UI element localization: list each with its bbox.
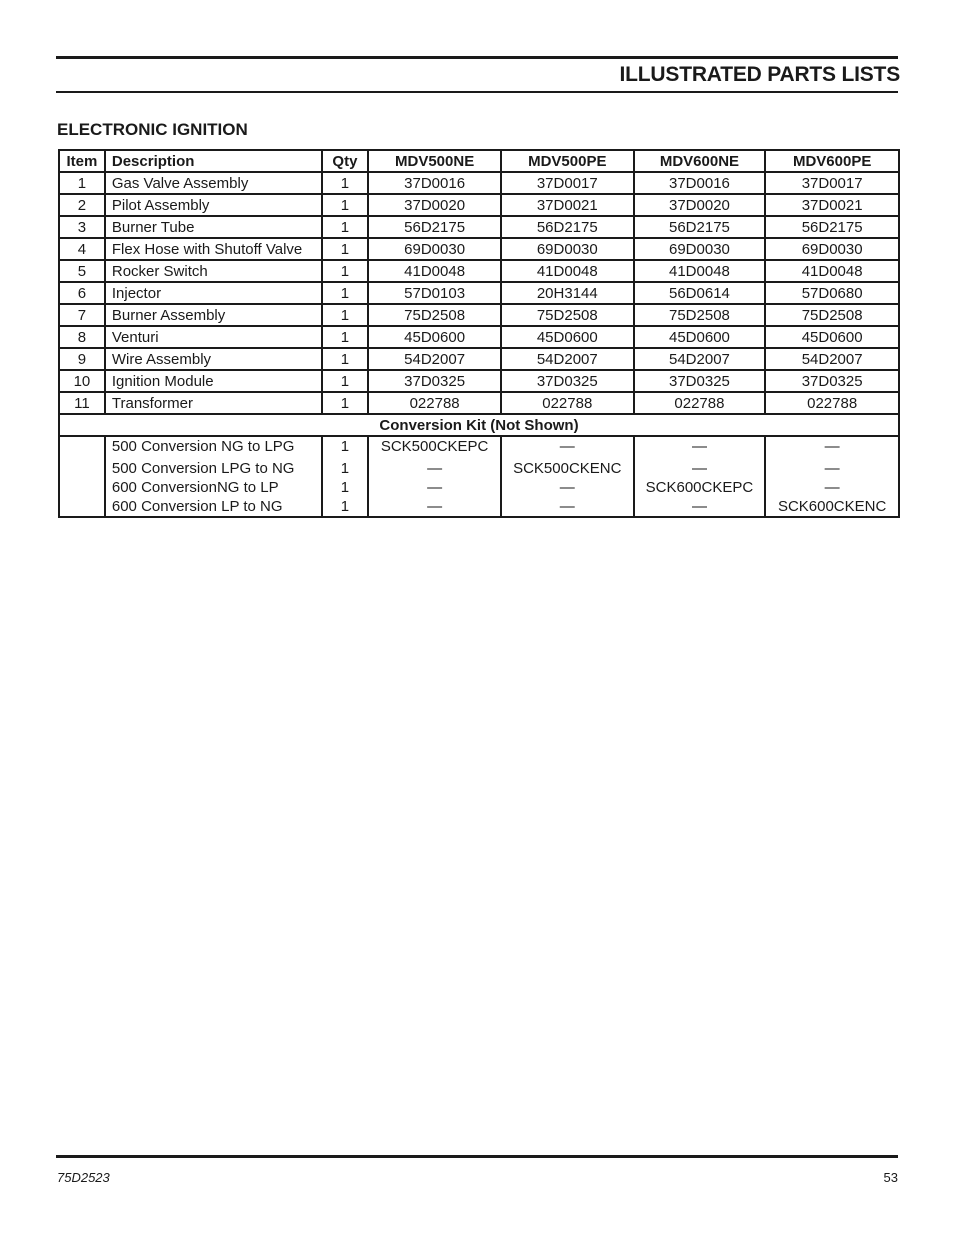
qty: 1 <box>322 238 369 260</box>
item-number: 2 <box>59 194 105 216</box>
column-header-description: Description <box>105 150 322 172</box>
qty: 1 <box>322 216 369 238</box>
description: Rocker Switch <box>105 260 322 282</box>
qty: 1 <box>322 304 369 326</box>
item-number: 6 <box>59 282 105 304</box>
description: Flex Hose with Shutoff Valve <box>105 238 322 260</box>
mdv600pe-part: 54D2007 <box>765 348 899 370</box>
conversion-part: — <box>691 460 707 477</box>
mdv500pe-part: 69D0030 <box>501 238 634 260</box>
conversion-qty-value: 1 <box>340 498 350 515</box>
mdv600pe-part: 37D0325 <box>765 370 899 392</box>
mdv500pe-part: 75D2508 <box>501 304 634 326</box>
table-row <box>59 238 899 260</box>
item-number: 10 <box>59 370 105 392</box>
mdv600pe-part: 41D0048 <box>765 260 899 282</box>
column-header-qty: Qty <box>322 150 369 172</box>
description: Transformer <box>105 392 322 414</box>
conversion-part: SCK500CKENC <box>513 460 622 477</box>
table-row <box>59 216 899 238</box>
mdv600pe-part: 57D0680 <box>765 282 899 304</box>
conversion-part: — <box>427 498 443 515</box>
mdv600pe-part: 022788 <box>765 392 899 414</box>
conversion-item-cell <box>59 436 105 517</box>
mdv600ne-part: 54D2007 <box>634 348 766 370</box>
mdv600ne-part: 41D0048 <box>634 260 766 282</box>
conversion-qty <box>322 436 369 517</box>
conversion-kit-label: Conversion Kit (Not Shown) <box>59 414 899 436</box>
description: Gas Valve Assembly <box>105 172 322 194</box>
table-row <box>59 326 899 348</box>
conversion-description: 500 Conversion LPG to NG <box>111 460 295 477</box>
qty: 1 <box>322 348 369 370</box>
table-row <box>59 392 899 414</box>
mdv600pe-part: 45D0600 <box>765 326 899 348</box>
mdv500pe-part: 37D0017 <box>501 172 634 194</box>
mdv500ne-part: 54D2007 <box>368 348 501 370</box>
description: Wire Assembly <box>105 348 322 370</box>
item-number: 5 <box>59 260 105 282</box>
conversion-part: SCK600CKEPC <box>645 479 754 496</box>
column-header-mdv600ne: MDV600NE <box>634 150 766 172</box>
mdv600pe-part: 69D0030 <box>765 238 899 260</box>
page-title: ILLUSTRATED PARTS LISTS <box>619 63 900 86</box>
mdv500ne-part: 75D2508 <box>368 304 501 326</box>
page-number: 53 <box>883 1170 898 1185</box>
table-row <box>59 304 899 326</box>
mdv500ne-part: 45D0600 <box>368 326 501 348</box>
qty: 1 <box>322 392 369 414</box>
qty: 1 <box>322 260 369 282</box>
mdv500ne-part: 41D0048 <box>368 260 501 282</box>
conversion-part: — <box>824 438 840 455</box>
item-number: 8 <box>59 326 105 348</box>
item-number: 11 <box>59 392 105 414</box>
mdv600ne-part: 56D0614 <box>634 282 766 304</box>
conversion-part: — <box>559 438 575 455</box>
column-header-mdv500pe: MDV500PE <box>501 150 634 172</box>
item-number: 4 <box>59 238 105 260</box>
table-row <box>59 348 899 370</box>
conversion-mdv500ne <box>368 436 501 517</box>
conversion-mdv500pe <box>501 436 634 517</box>
mdv600pe-part: 37D0017 <box>765 172 899 194</box>
mdv600ne-part: 37D0016 <box>634 172 766 194</box>
conversion-kit-heading-row <box>59 414 899 436</box>
conversion-part: — <box>824 479 840 496</box>
table-row <box>59 194 899 216</box>
mdv600ne-part: 69D0030 <box>634 238 766 260</box>
conversion-descriptions <box>105 436 322 517</box>
mdv600ne-part: 022788 <box>634 392 766 414</box>
table-row <box>59 172 899 194</box>
description: Pilot Assembly <box>105 194 322 216</box>
mdv600pe-part: 56D2175 <box>765 216 899 238</box>
mdv600ne-part: 75D2508 <box>634 304 766 326</box>
mdv500pe-part: 54D2007 <box>501 348 634 370</box>
mdv500ne-part: 022788 <box>368 392 501 414</box>
description: Burner Assembly <box>105 304 322 326</box>
item-number: 9 <box>59 348 105 370</box>
description: Venturi <box>105 326 322 348</box>
conversion-qty-value: 1 <box>340 438 350 455</box>
column-header-mdv600pe: MDV600PE <box>765 150 899 172</box>
description: Burner Tube <box>105 216 322 238</box>
mdv500pe-part: 022788 <box>501 392 634 414</box>
parts-table-body <box>59 172 899 517</box>
qty: 1 <box>322 326 369 348</box>
footer-rule <box>56 1155 898 1158</box>
mdv500ne-part: 37D0020 <box>368 194 501 216</box>
conversion-mdv600pe <box>765 436 899 517</box>
mdv600pe-part: 75D2508 <box>765 304 899 326</box>
mdv500pe-part: 20H3144 <box>501 282 634 304</box>
conversion-description: 600 Conversion LP to NG <box>111 498 283 515</box>
column-header-item: Item <box>59 150 105 172</box>
mdv500pe-part: 56D2175 <box>501 216 634 238</box>
qty: 1 <box>322 370 369 392</box>
conversion-part: — <box>691 498 707 515</box>
mdv500ne-part: 56D2175 <box>368 216 501 238</box>
table-row <box>59 282 899 304</box>
item-number: 7 <box>59 304 105 326</box>
column-header-mdv500ne: MDV500NE <box>368 150 501 172</box>
document-number: 75D2523 <box>57 1170 110 1185</box>
table-row <box>59 370 899 392</box>
description: Injector <box>105 282 322 304</box>
mdv500pe-part: 37D0325 <box>501 370 634 392</box>
table-header-row <box>59 150 899 172</box>
conversion-description: 500 Conversion NG to LPG <box>111 438 295 455</box>
item-number: 1 <box>59 172 105 194</box>
conversion-part: SCK600CKENC <box>777 498 887 515</box>
header-rule-top <box>56 56 898 59</box>
header-rule-bottom <box>56 91 898 93</box>
conversion-part: — <box>824 460 840 477</box>
mdv600pe-part: 37D0021 <box>765 194 899 216</box>
conversion-part: — <box>427 479 443 496</box>
conversion-part: — <box>427 460 443 477</box>
conversion-mdv600ne <box>634 436 766 517</box>
mdv500pe-part: 41D0048 <box>501 260 634 282</box>
section-title: ELECTRONIC IGNITION <box>57 120 248 139</box>
conversion-part: — <box>559 479 575 496</box>
conversion-description: 600 ConversionNG to LP <box>111 479 279 496</box>
mdv500ne-part: 57D0103 <box>368 282 501 304</box>
mdv500ne-part: 69D0030 <box>368 238 501 260</box>
mdv600ne-part: 37D0325 <box>634 370 766 392</box>
conversion-part: — <box>559 498 575 515</box>
item-number: 3 <box>59 216 105 238</box>
mdv600ne-part: 37D0020 <box>634 194 766 216</box>
parts-table <box>58 149 900 518</box>
mdv500pe-part: 37D0021 <box>501 194 634 216</box>
table-row <box>59 260 899 282</box>
description: Ignition Module <box>105 370 322 392</box>
conversion-part: SCK500CKEPC <box>380 438 489 455</box>
conversion-qty-value: 1 <box>340 460 350 477</box>
mdv500ne-part: 37D0016 <box>368 172 501 194</box>
qty: 1 <box>322 282 369 304</box>
mdv500ne-part: 37D0325 <box>368 370 501 392</box>
conversion-qty-value: 1 <box>340 479 350 496</box>
conversion-kit-row <box>59 436 899 517</box>
qty: 1 <box>322 172 369 194</box>
qty: 1 <box>322 194 369 216</box>
mdv500pe-part: 45D0600 <box>501 326 634 348</box>
conversion-part: — <box>691 438 707 455</box>
mdv600ne-part: 45D0600 <box>634 326 766 348</box>
mdv600ne-part: 56D2175 <box>634 216 766 238</box>
